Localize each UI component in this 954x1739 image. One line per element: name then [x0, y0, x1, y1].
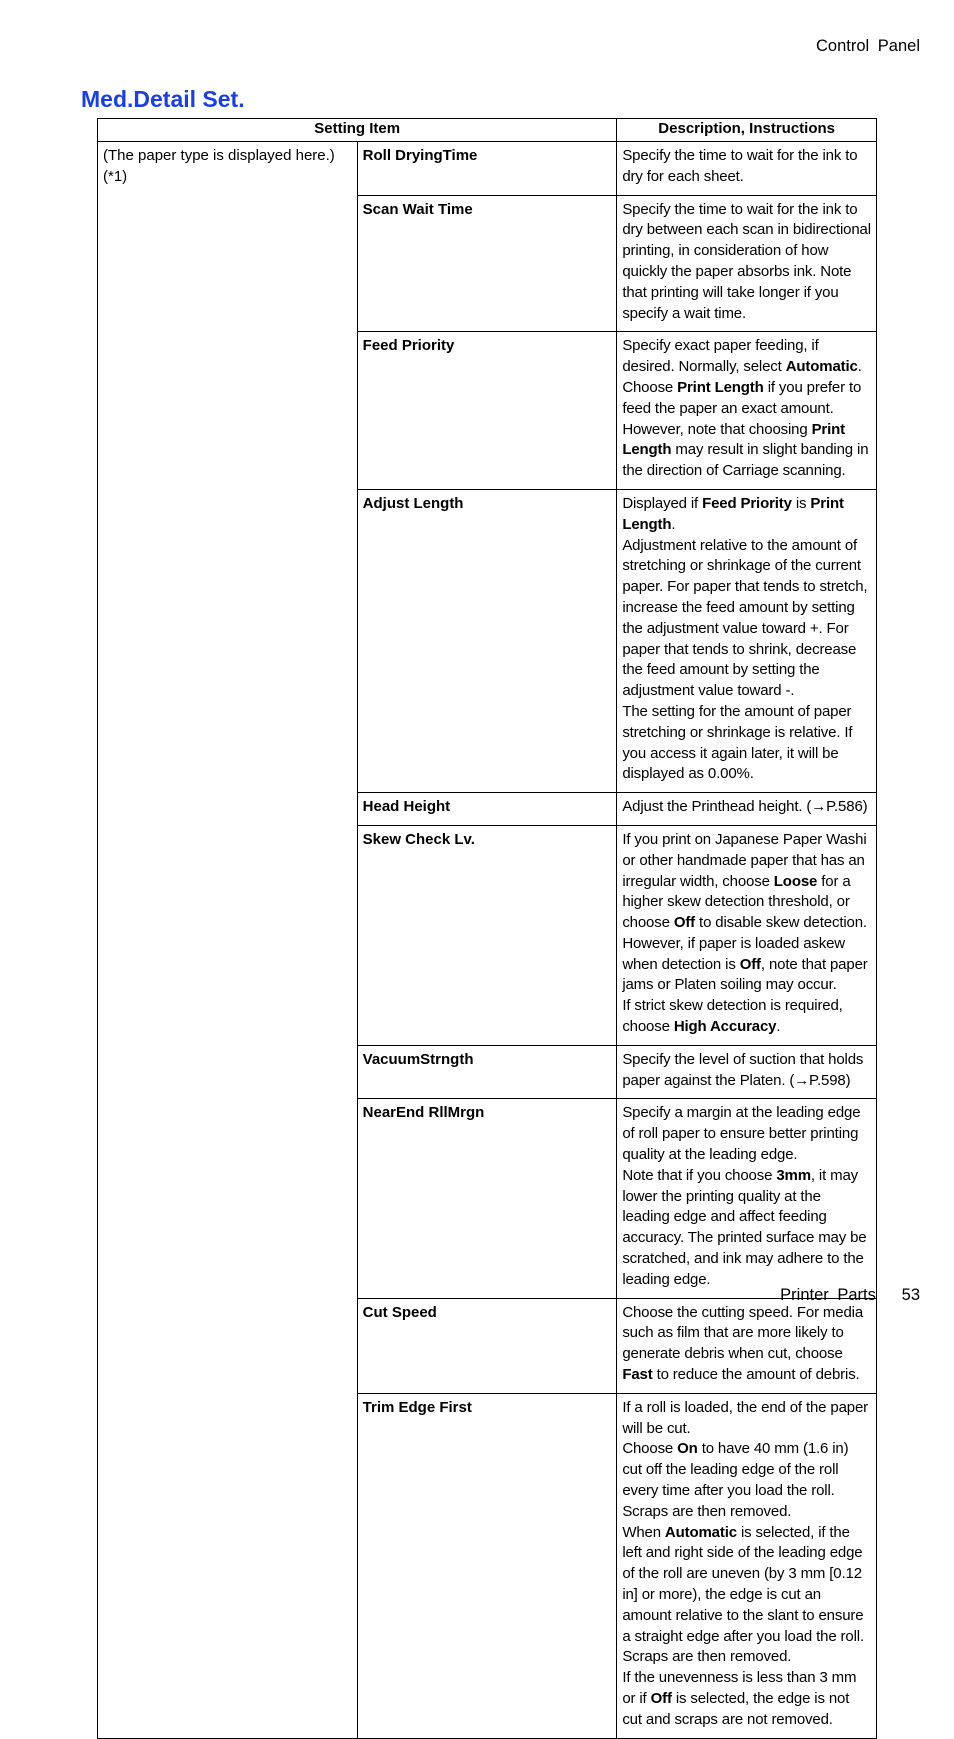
- setting-description: Specify a margin at the leading edge of roll paper to ensure better printing quality at the leading edge. Note that if you choose 3mm, it may lower the printing quality at the leading edge and affect feeding accuracy. The printed surface may be scratched, and ink may adhere to the leading edge.: [617, 1099, 877, 1298]
- settings-table: [97, 118, 877, 1739]
- setting-item-name: Trim Edge First: [357, 1393, 617, 1738]
- setting-description: Adjust the Printhead height. (→P.586): [617, 793, 877, 826]
- paper-type-cell: (The paper type is displayed here.) (*1): [98, 142, 358, 1739]
- setting-description: Specify the time to wait for the ink to dry between each scan in bidirectional printing, in consideration of how quickly the paper absorbs ink. Note that printing will take longer if you specify a wait time.: [617, 195, 877, 332]
- setting-item-name: Roll DryingTime: [357, 142, 617, 196]
- setting-description: Choose the cutting speed. For media such as film that are more likely to generate debris when cut, choose Fast to reduce the amount of debris.: [617, 1298, 877, 1393]
- setting-description: Displayed if Feed Priority is Print Length. Adjustment relative to the amount of stretching or shrinkage of the current paper. For paper that tends to stretch, increase the feed amount by setting the adjustment value toward +. For paper that tends to shrink, decrease the feed amount by setting the adjustment value toward -. The setting for the amount of paper stretching or shrinkage is relative. If you access it again later, it will be displayed as 0.00%.: [617, 489, 877, 792]
- setting-description: Specify the level of suction that holds paper against the Platen. (→P.598): [617, 1045, 877, 1099]
- table-row: [98, 142, 877, 196]
- page-title: Med.Detail Set.: [81, 86, 245, 112]
- setting-description: If you print on Japanese Paper Washi or other handmade paper that has an irregular width, choose Loose for a higher skew detection threshold, or choose Off to disable skew detection. However, if paper is loaded askew when detection is Off, note that paper jams or Platen soiling may occur. If strict skew detection is required, choose High Accuracy.: [617, 825, 877, 1045]
- setting-item-name: Skew Check Lv.: [357, 825, 617, 1045]
- setting-item-name: VacuumStrngth: [357, 1045, 617, 1099]
- header-setting-item: Setting Item: [98, 119, 617, 142]
- setting-description: Specify the time to wait for the ink to dry for each sheet.: [617, 142, 877, 196]
- setting-item-name: Adjust Length: [357, 489, 617, 792]
- table-header-row: [98, 119, 877, 142]
- table-body: [98, 142, 877, 1739]
- setting-description: Specify exact paper feeding, if desired. Normally, select Automatic. Choose Print Length if you prefer to feed the paper an exact amount. However, note that choosing Print Length may result in slight banding in the direction of Carriage scanning.: [617, 332, 877, 490]
- setting-item-name: Head Height: [357, 793, 617, 826]
- setting-item-name: NearEnd RllMrgn: [357, 1099, 617, 1298]
- running-header: Control Panel: [816, 37, 920, 55]
- setting-item-name: Cut Speed: [357, 1298, 617, 1393]
- footer-section: Printer Parts: [780, 1286, 876, 1304]
- setting-item-name: Feed Priority: [357, 332, 617, 490]
- setting-item-name: Scan Wait Time: [357, 195, 617, 332]
- header-description: Description, Instructions: [617, 119, 877, 142]
- setting-description: If a roll is loaded, the end of the paper will be cut. Choose On to have 40 mm (1.6 in) cut off the leading edge of the roll every time after you load the roll. Scraps are then removed. When Automatic is selected, if the left and right side of the leading edge of the roll are uneven (by 3 mm [0.12 in] or more), the edge is cut an amount relative to the slant to ensure a straight edge after you load the roll. Scraps are then removed. If the unevenness is less than 3 mm or if Off is selected, the edge is not cut and scraps are not removed.: [617, 1393, 877, 1738]
- page-number: 53: [901, 1286, 920, 1304]
- page-footer: [780, 1286, 920, 1305]
